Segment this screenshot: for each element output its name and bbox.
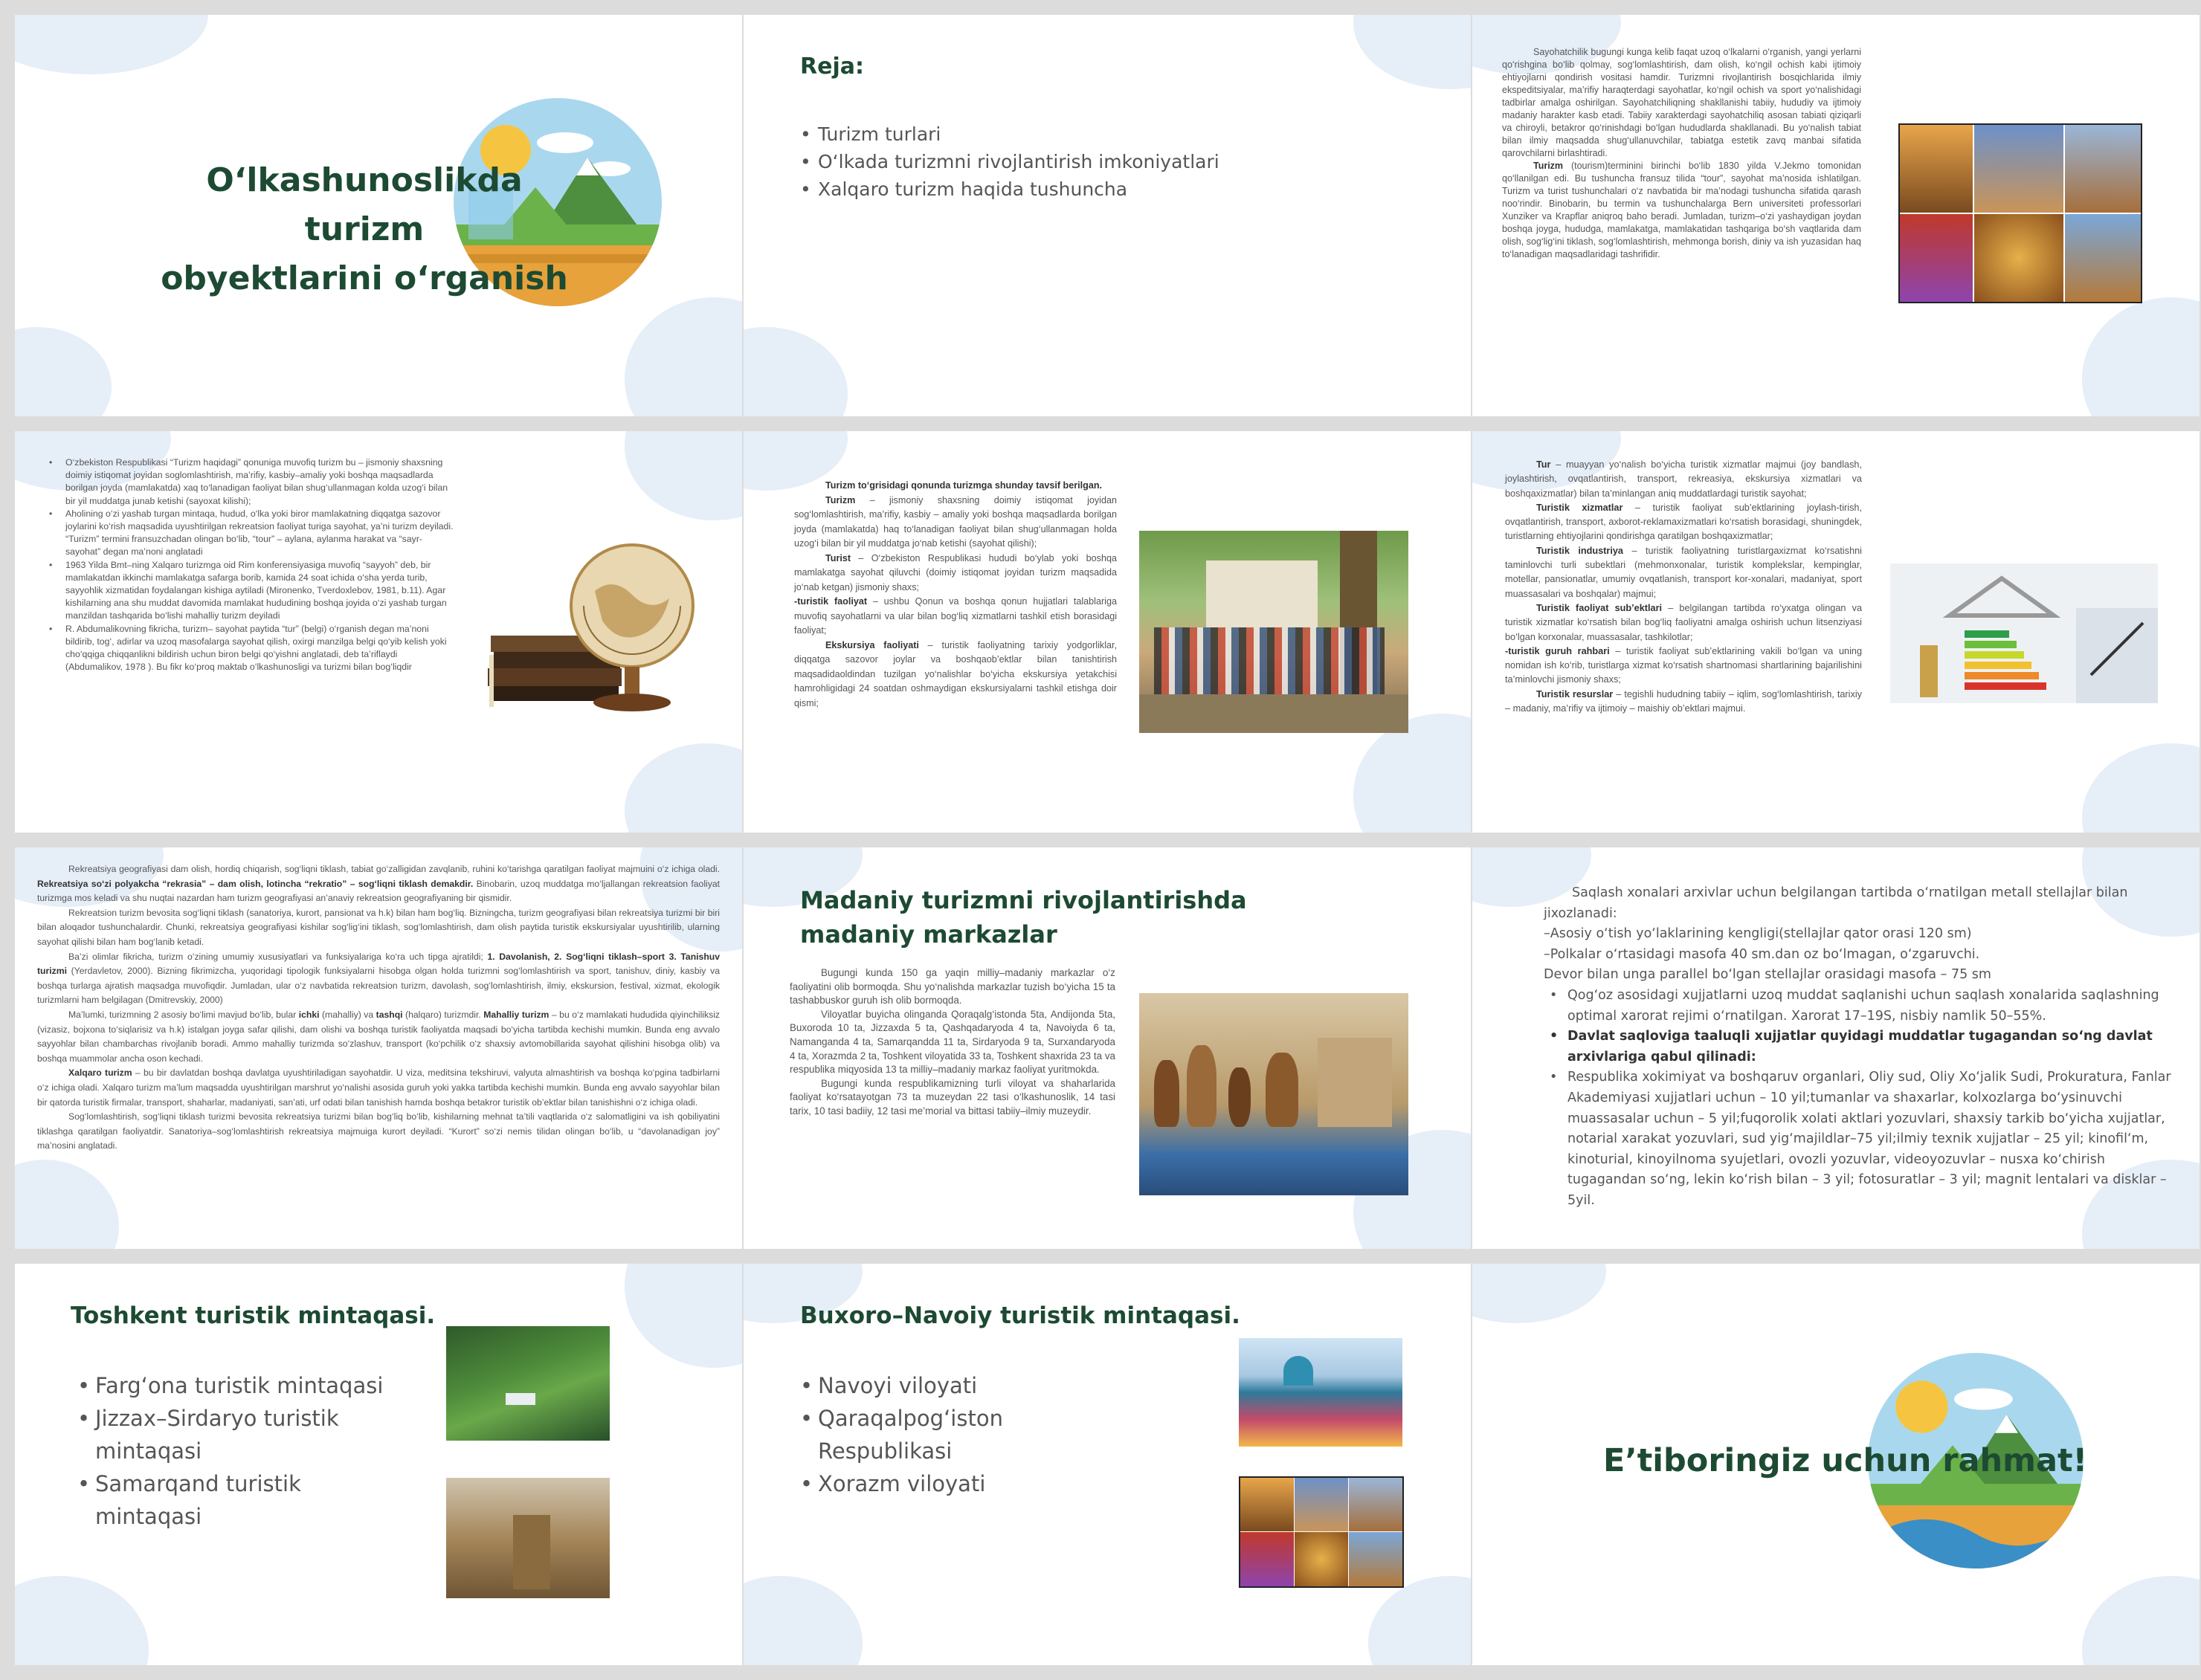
title-line-2: obyektlarini o‘rganish [161, 259, 568, 297]
slide-12[interactable] [1472, 1264, 2200, 1665]
text-block [1505, 458, 1862, 716]
term: -turistik faoliyat [794, 596, 868, 607]
paragraph: –Polkalar o‘rtasidagi masofa 40 sm.dan oz bo‘lmagan, o‘zgaruvchi. [1544, 946, 1980, 962]
archive-list [1544, 986, 2173, 1212]
list-item: • O‘zbekiston Respublikasi “Turizm haqidagi” qonuniga muvofiq turizm bu – jismoniy shaxsning doimiy istiqomat joyidan soglomlashtirish, ma’rifiy, kasbiy–amaliy yoki boshqa maqsadlarda borilgan joyda (mamlakatda) xaq to‘lanadigan faoliyat bilan shug‘ullanmagan kolda uzog‘i bilan bir yil muddatga junab ketishi (sayoxat kilishi); [46, 456, 455, 508]
list-item: • R. Abdumalikovning fikricha, turizm– sayohat paytida “tur” (belgi) o‘rganish degan ma’noni bildirib, tog‘, adirlar va uzoq masofalarga sayohat qilish, oxirgi manzilga belgi qo‘yib kelish yoki cho‘qqiga chiqqanlikni bildirish uchun biron belgi qo‘yishni anglatadi, deb ta’riflaydi (Abdumalikov, 1978 ). Bu fikr ko‘proq maktab o‘lkashunosligi va turizmi bilan bog‘liqdir [46, 623, 455, 674]
slide-2[interactable] [744, 15, 1471, 416]
paragraph [1505, 644, 1862, 688]
paragraph-text: (halqaro) turizmdir. [402, 1009, 484, 1020]
paragraph [1502, 160, 1861, 261]
paragraph [37, 1008, 720, 1066]
title-line-1: O‘lkashunoslikda turizm [206, 161, 523, 248]
paragraph-text: (Yerdavletov, 2000). Bizning fikrimizcha, yuqoridagi tipologik funksiyalarni hisobga olgan holda turizmni sog‘lomlashtirish va sport, tanishuv, diniy, kasbiy va boshqa turlarga ajratish maqsadga muvofiqdir. Jumladan, ular o‘z navbatida rekreatsion turizm, davolash, sog‘lomlashtirish, ilmiy, ekskursion, festival, xizmat, ekologik turizmlarni ham belgilagan (Dmitrevskiy, 2000) [37, 966, 720, 1006]
paragraph-text: – bu o‘z mamlakati hududida qiyinchiliksiz (vizasiz, bojxona to‘siqlarisiz va h.k) istalgan joyga safar qilishi, dam olishi va boshqa turistik faoliyatda maqsadi bo‘yicha tartibda kechishi mumkin. Bunda eng avvalo sayyohlar bilan chambarchas rivojlanib boradi. Ammo mahalliy turizmda so‘zlashuv, transport (ko‘pchilik o‘z shaxsiy avtomobillarida sayohat qilishini hisobga olib) va boshqa muammolar ancha oson kechadi. [37, 1009, 721, 1064]
region-list [71, 1369, 413, 1533]
paragraph [1505, 458, 1862, 501]
paragraph: Rekreatsion turizm bevosita sog‘liqni tiklash (sanatoriya, kurort, pansionat va h.k) bilan ham bog‘liq. Bizningcha, turizm geografiyasi bilan rekreatsiya turizmi bir biri bilan aloqador tushunchalardir. Chunki, rekreatsiya geografiyasi kishilar sog‘lig‘ini tiklash, sog‘lomlashtirish, dam olish paytida turistik ekskursiyalar uyushtirilib, ularning sayohat qilishi bilan ham bog‘lanib ketadi. [37, 907, 720, 947]
list-item: • Samarqand turistik mintaqasi [71, 1467, 413, 1533]
slide-1[interactable] [15, 15, 742, 416]
term: Turist [825, 552, 851, 563]
definitions-list [46, 456, 455, 673]
term: -turistik guruh rahbari [1505, 645, 1610, 656]
paragraph-text: Rekreatsiya geografiyasi dam olish, hordiq chiqarish, sog‘liqni tiklash, tabiat go‘zalligidan zavqlanib, ruhini ko‘tarishga qaratilgan faoliyat majmuini o‘z ichiga oladi. [68, 864, 720, 874]
term: Turistik resurslar [1536, 688, 1614, 700]
paragraph-text: Ba’zi olimlar fikricha, turizm o‘zining umumiy xususiyatlari va funksiyalariga ko‘ra uch tipga ajratildi; [68, 951, 488, 962]
paragraph: Viloyatlar buyicha olinganda Qoraqalg‘istonda 5ta, Andijonda 5ta, Buxoroda 10 ta, Jizzaxda 5 ta, Qashqadaryoda 4 ta, Navoiyda 6 ta, Namanganda 4 ta, Samarqandda 11 ta, Sirdaryoda 9 ta, Surxandaryoda 4 ta, Xorazmda 2 ta, Toshkent viloyatida 33 ta, Toshkent shaxrida 23 ta va respublika miqyosida 13 ta milliy–madaniy markaz faoliyat yuritmokda. [790, 1008, 1115, 1076]
list-item: • Aholining o‘zi yashab turgan mintaqa, hudud, o‘lka yoki biror mamlakatning diqqatga sazovor joylarini ko‘rish maqsadida uyushtirilgan rekreatsion faoliyat turiga sayohat, ya’ni turizm deyiladi. “Turizm” termini fransuzchadan olingan bo‘lib, “tour” – aylana, aylanma harakat va “sayr-sayohat” degan ma’noni anglatadi [46, 508, 455, 559]
fortress-image [446, 1478, 610, 1598]
list-item: • Jizzax–Sirdaryo turistik mintaqasi [71, 1402, 413, 1467]
paragraph-text: Binobarin, uzoq muddatga mo‘ljallangan rekreatsion faoliyat turizmga mos keladi va shu nuqtai nazardan ham turizm geografiyasi an’anaviy rekreatsion geografiyaning bir qismidir. [37, 878, 721, 904]
text-block [1502, 46, 1861, 261]
term: Tur [1536, 459, 1551, 470]
slide-8[interactable] [744, 847, 1471, 1249]
paragraph-text: (tourism)terminini birinchi bo‘lib 1830 yilda V.Jekmo tomonidan qo‘llanilgan edi. Bu tushuncha fransuz tilida “tour”, sayohat ma’nosida ishlatilgan. Turizm va turist tushunchalari o‘z navbatida bir ma’nodagi tushuncha sifatida qarash noo‘rindir. Binobarin, bu termin va tushunchalarga Bern universiteti professorlari Xunziker va Krapflar aniqroq baho beradi. Jumladan, turizm–o‘zi yashaydigan joydan boshqa joyga, hududga, mamlakatga, mamlakatidan tashqariga bo‘sh vaqtlarida dam olish, sog‘lig‘ini tiklash, sog‘lomlashtirish, mehmonga borish, diniy va ish yuzasidan haq to‘lanadigan maqsadlaridagi tashrifidir. [1502, 161, 1861, 259]
paragraph [1505, 544, 1862, 601]
paragraph: –Asosiy o‘tish yo‘laklarining kengligi(stellajlar qator orasi 120 sm) [1544, 926, 1972, 942]
list-item: • Navoyi viloyati [794, 1369, 1017, 1402]
page-title: Reja: [800, 54, 864, 80]
term: tashqi [376, 1009, 403, 1020]
paragraph [794, 595, 1117, 639]
list-item: • Qog‘oz asosidagi xujjatlarni uzoq muddat saqlanishi uchun saqlash xonalarida saqlashning optimal xarorat rejimi o‘rnatilgan. Xarorat 17–19S, nisbiy namlik 50–55%. [1544, 986, 2173, 1027]
list-item: • Xorazm viloyati [794, 1467, 1017, 1500]
list-item: • 1963 Yilda Bmt–ning Xalqaro turizmga oid Rim konferensiyasiga muvofiq “sayyoh” deb, bir mamlakatdan ikkinchi mamlakatga safarga borib, kamida 24 soat ichida o‘sha yerda turib, sayyohlik xizmatidan foydalangan kishiga aytiladi (Mironenko, Tverdoxlebov, 1981, b.11). Agar kishilarning ana shu muddat davomida mamlakat hududining boshqa joyida o‘zi yashab turgan manzildan tashqarida bo‘lishi mahalliy turizm deyiladi [46, 559, 455, 623]
list-item: • Turizm turlari [794, 120, 1219, 148]
slide-5[interactable] [744, 431, 1471, 833]
paragraph-text: – ushbu Qonun va boshqa qonun hujjatlari talablariga muvofiq sayohatlarni va ular bilan bog‘liq xizmatlarni tashkil etish borasidagi faoliyat; [794, 596, 1117, 636]
paragraph-text: – turistik faoliyatning turistlargaxizmat ko‘rsatishni taminlovchi turli subektlari (mehmonxonalar, turistik komplekslar, kempinglar, motellar, pansionatlar, umumiy ovqatlanish, transport kor-xonalari, madaniyat, sport muassasalari va boshqalar) majmui; [1505, 545, 1862, 599]
region-list [794, 1369, 1017, 1500]
term: Ekskursiya faoliyati [825, 639, 919, 650]
city-collage-image [1239, 1476, 1404, 1588]
term: Turizm [1533, 161, 1564, 171]
paragraph: Bugungi kunda 150 ga yaqin milliy–madaniy markazlar o‘z faoliyatini olib bormoqda. Shu yo‘nalishda markazlar tuzish bo‘yicha 15 ta tashabbuskor guruh ish olib bormoqda. [790, 967, 1115, 1007]
slide-6[interactable] [1472, 431, 2200, 833]
paragraph-text: – muayyan yo‘nalish bo‘yicha turistik xizmatlar majmui (joy bandlash, joylashtirish, ovqatlantirish, transport, rekreasiya, ekskursiya xizmatlari va boshqaxizmatlar) bilan ta’minlangan aniq muddatlardagi turistik sayohat; [1505, 459, 1862, 499]
term: Turistik industriya [1536, 545, 1623, 556]
paragraph [794, 552, 1117, 595]
paragraph-text: – turistik faoliyat sub’ektlarining joylash-tirish, ovqatlantirish, transport, axborot-reklamaxizmatlari ko‘rsatish borasidagi, shuningdek, turistlarning ehtiyojlarini qondirishga qaratilgan boshqaxizmatlar; [1505, 502, 1862, 542]
term: Turistik faoliyat sub’ektlari [1536, 602, 1663, 613]
paragraph-text: – turistik faoliyat sub’ektlarining vakili bo‘lgan va uning nomidan ish ko‘rib, turistlarga xizmat ko‘rsatish shartnomasi shartlarining bajarilishini ta’minlovchi jismoniy shaxs; [1505, 645, 1863, 685]
term: Turistik xizmatlar [1536, 502, 1623, 513]
paragraph [37, 862, 720, 906]
paragraph: Saqlash xonalari arxivlar uchun belgilangan tartibda o‘rnatilgan metall stellajlar bilan jixozlanadi: [1544, 885, 2128, 921]
paragraph [37, 1066, 720, 1110]
page-title: Madaniy turizmni rivojlantirishda madaniy markazlar [800, 886, 1247, 949]
slide-9[interactable] [1472, 847, 2200, 1249]
page-title: Buxoro–Navoiy turistik mintaqasi. [800, 1302, 1240, 1329]
list-item: • Farg‘ona turistik mintaqasi [71, 1369, 413, 1402]
paragraph [794, 494, 1117, 552]
paragraph [1505, 688, 1862, 717]
page-title: E’tiboringiz uchun rahmat! [1603, 1442, 2088, 1479]
paragraph-text: – tegishli hududning tabiiy – iqlim, sog‘lomlashtirish, tarixiy – madaniy, ma’rifiy va ijtimoiy – maishiy ob’ektlari majmui. [1505, 688, 1862, 714]
list-item: • Respublika xokimiyat va boshqaruv organlari, Oliy sud, Oliy Xo‘jalik Sudi, Prokuratura, Fanlar Akademiyasi xujjatlari uchun – 10 yil;tumanlar va shaxarlar, kolxozlarga bo‘ysinuvchi muassasalar uchun – 5 yil;fuqorolik xolati aktlari yozuvlari, shaxsiy tarkib bo‘yicha xujjatlar, notarial xarakat yozuvlari, sud yig‘majildlar–75 yil;ilmiy texnik xujjatlar – 25 yil; kinofil‘m, kinoturial, kinoyilnoma syujetlari, ovozli yozuvlar, videoyozuvlar – nusxa ko‘chirish tugagandan so‘ng, lekin ko‘rish bilan – 3 yil; fotosuratlar – 3 yil; magnit lentalari va disklar – 5yil. [1544, 1067, 2173, 1211]
paragraph-text: (mahalliy) va [319, 1009, 376, 1020]
list-item: • Xalqaro turizm haqida tushuncha [794, 175, 1219, 203]
list-item: • Davlat saqloviga taaluqli xujjatlar quyidagi muddatlar tugagandan so‘ng davlat arxivlariga qabul qilinadi: [1544, 1027, 2173, 1067]
globe-with-books-image [483, 524, 714, 717]
slide-7[interactable] [15, 847, 742, 1249]
paragraph-text: Ma’lumki, turizmning 2 asosiy bo‘limi mavjud bo‘lib, bular [68, 1009, 299, 1020]
paragraph-text: – bu bir davlatdan boshqa davlatga uyushtiriladigan sayohatdir. U viza, meditsina tekshiruvi, valyuta almashtirish va boshqa ko‘pgina tadbirlarni o‘z ichiga oladi. Xalqaro turizm ma’lum maqsadda uyushtirilgan marshrut yo‘nalishi asosida guruh yoki yakka tartibda kechishi mumkin. Bunda eng avvalo sayyohlar bilan bir qatorda turistik firmalar, transport, shaharlar, madaniyati, san’ati, urf odati bilan tanishish hamda boshqa betakror turistik ob’ektlar bilan tanishishni o‘z ichiga oladi. [37, 1067, 721, 1108]
slide-10[interactable] [15, 1264, 742, 1665]
paragraph: Bugungi kunda respublikamizning turli viloyat va shaharlarida faoliyat ko‘rsatayotgan 73 ta muzeydan 22 tasi o‘lkashunoslik, 14 tasi tarix, 10 tasi badiiy, 12 tasi me’morial va bittasi tabiiy–ilmiy muzeydir. [790, 1077, 1115, 1117]
museum-pottery-image [1139, 993, 1408, 1195]
city-collage-image [1898, 123, 2142, 303]
list-item: • O‘lkada turizmni rivojlantirish imkoniyatlari [794, 148, 1219, 175]
slide-4[interactable] [15, 431, 742, 833]
term: 1. Davolanish, 2. Sog‘liqni tiklash–sport 3. Tanishuv turizmi [37, 951, 720, 977]
term: ichki [298, 1009, 320, 1020]
slide-11[interactable] [744, 1264, 1471, 1665]
house-energy-chart-image [1890, 563, 2158, 703]
paragraph: Turizm to‘grisidagi qonunda turizmga shunday tavsif berilgan. [825, 480, 1103, 491]
paragraph-text: – jismoniy shaxsning doimiy istiqomat joyidan sog‘lomlashtirish, ma’rifiy, kasbiy – amaliy yoki boshqa maqsadlarda borilgan joyda (mamlakatda) haq to‘lanadigan faoliyat bilan shug‘ullanmagan holda uzog‘i bilan bir yil muddatga jo‘nab ketishi (sayohat qilishi); [794, 494, 1117, 549]
term: Mahalliy turizm [483, 1009, 550, 1020]
text-block [794, 479, 1117, 711]
term: Rekreatsiya so‘zi polyakcha “rekrasia” – dam olish, lotincha “rekratio” – sog‘liqni tiklash demakdir. [37, 878, 474, 889]
paragraph [1505, 601, 1862, 644]
list-item: • Qaraqalpog‘iston Respublikasi [794, 1402, 1017, 1467]
paragraph-text: – O‘zbekiston Respublikasi hududi bo‘ylab yoki boshqa mamlakatga sayohat qiluvchi (doimiy istiqomat joyidan turizm maqsadida jo‘nab ketgan) jismoniy shaxs; [794, 552, 1117, 592]
plan-list [794, 120, 1219, 203]
paragraph: Sayohatchilik bugungi kunga kelib faqat uzoq o‘lkalarni o‘rganish, yangi yerlarni qo‘rishgina bo‘lib qolmay, sog‘lomlashtirish, dam olish, ko‘ngil ochish kabi ijtimoiy ehtiyojlarni qondirish vositasi hamdir. Turizmni rivojlantirish bosqichlarida ilmiy ekspeditsiyalar, ma’rifiy haraqterdagi sayohatlar, ko‘ngil ochish va sport yo‘nalishidagi tadbirlar amalga oshirilgan. Sayohatchiliqning shakllanishi tabiiy, hududiy va ijtimoiy madaniy harakter kasb etadi. Tabiiy xarakterdagi sayohatchiliq asosan tabiati qiziqarli va chiroyli, betakror qo‘rinishdagi bo‘lgan hududlarda shakllanadi. Bu yo‘nalish tabiat bilan ilmiy maqsadda shug‘ullanuvchilar, tabiatga estetik zavq manbai sifatida qarovchilarni birlashtiradi. [1502, 47, 1861, 158]
paragraph [1505, 501, 1862, 544]
group-photo-image [1139, 531, 1408, 733]
text-block [790, 966, 1115, 1119]
slide-3[interactable] [1472, 15, 2200, 416]
paragraph: Sog‘lomlashtirish, sog‘liqni tiklash turizmi bevosita rekreatsiya turizmi bilan bog‘liq bo‘lib, kishilarning mehnat ta’tili vaqtlarida o‘z salomatligini va ish qobiliyatini tiklashga qaratilgan faoliyatdir. Sanatoriya–sog‘lomlashtirish rekreatsiya majmuiga kurort deyiladi. “Kurort” so‘zi nemis tilidan olingan bo‘lib, u “davolanadigan joy” ma’nosini anglatadi. [37, 1111, 720, 1151]
paragraph-text: – belgilangan tartibda ro‘yxatga olingan va turistik xizmatlar ko‘rsatish bilan bog‘liq faoliyatni amalga oshirish uchun litsenziyasi bo‘lgan korxonalar, muassasalar, tashkilotlar; [1505, 602, 1862, 642]
paragraph [37, 950, 720, 1008]
paragraph-text: – turistik faoliyatning tarixiy yodgorliklar, diqqatga sazovor joylar va boshqaob’ektlar bilan tanishtirish maqsadidaoldindan tuzilgan yo‘nalishlar bo‘yicha ekskursiya yetakchisi hamrohligidagi 24 soatdan oshmaydigan ekskursiyalarni tashkil etishga doir qismi; [794, 639, 1117, 708]
term: Xalqaro turizm [68, 1067, 132, 1079]
mountain-valley-image [446, 1326, 610, 1441]
paragraph: Devor bilan unga parallel bo‘lgan stellajlar orasidagi masofa – 75 sm [1544, 967, 1991, 983]
text-block [37, 862, 720, 1154]
term: Turizm [825, 494, 856, 505]
page-title: Toshkent turistik mintaqasi. [71, 1302, 436, 1329]
mosque-garden-image [1239, 1338, 1402, 1447]
paragraph [794, 639, 1117, 711]
